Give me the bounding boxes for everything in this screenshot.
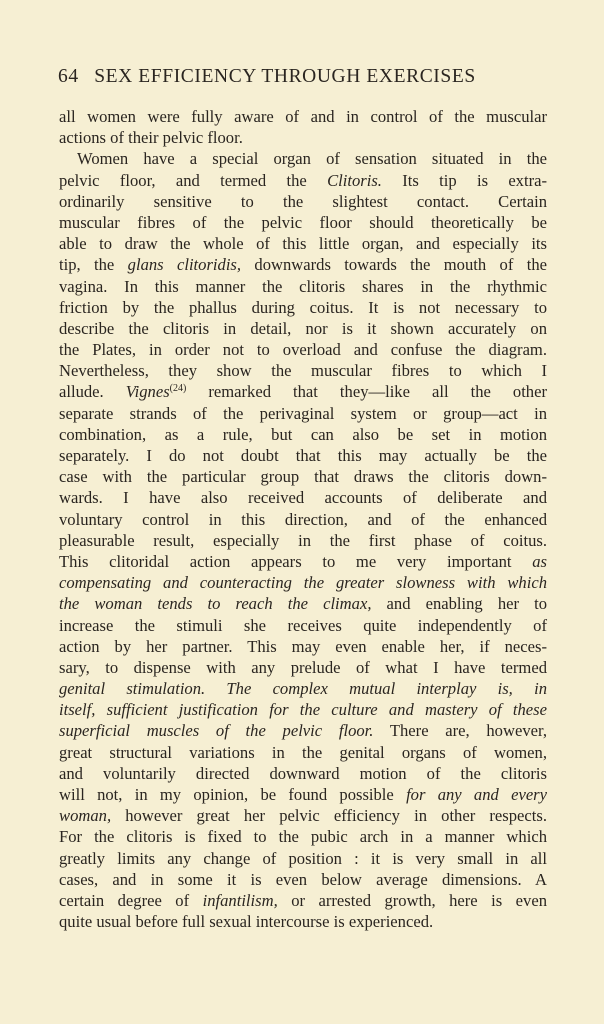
italic-text: Clitoris. xyxy=(327,170,382,190)
italic-text: glans clitoridis, xyxy=(127,255,242,275)
text-line xyxy=(59,742,547,763)
roman-text: quite usual before full sexual intercourse is experienced. xyxy=(59,912,434,932)
italic-text: the woman tends to reach the climax, xyxy=(59,594,372,614)
roman-text: remarked that they—like all the other xyxy=(186,382,547,402)
roman-text: great structural variations in the genital organs of women, xyxy=(59,742,547,762)
roman-text: downwards towards the mouth of the xyxy=(241,255,547,275)
text-line xyxy=(59,699,547,720)
text-line xyxy=(59,339,547,360)
text-line xyxy=(59,127,547,148)
text-line xyxy=(59,297,547,318)
roman-text: ordinarily sensitive to the slightest contact. Certain xyxy=(59,191,547,211)
text-line xyxy=(59,424,547,445)
text-line xyxy=(59,148,547,169)
italic-text: Vignes xyxy=(125,382,170,402)
roman-text: case with the particular group that draws the clitoris down- xyxy=(59,467,547,487)
roman-text: separately. I do not doubt that this may actually be the xyxy=(59,446,547,465)
text-line xyxy=(59,403,547,424)
roman-text: increase the stimuli she receives quite independently of xyxy=(59,615,547,635)
roman-text: Its tip is extra- xyxy=(381,170,548,190)
italic-text: woman, xyxy=(59,806,112,826)
running-title: SEX EFFICIENCY THROUGH EXERCISES xyxy=(94,66,476,87)
running-head xyxy=(58,66,548,88)
roman-text: or arrested growth, here is even xyxy=(277,890,547,910)
roman-text: vagina. In this manner the clitoris shares in the rhythmic xyxy=(59,276,547,296)
roman-text: certain degree of xyxy=(59,890,203,910)
body-text xyxy=(59,106,547,932)
roman-text: and voluntarily directed downward motion of the clitoris xyxy=(59,763,547,783)
text-line xyxy=(59,593,547,614)
text-line xyxy=(59,720,547,741)
roman-text: however great her pelvic efficiency in other respects. xyxy=(111,806,547,826)
roman-text: combination, as a rule, but can also be set in motion xyxy=(59,424,547,444)
roman-text: greatly limits any change of position : it is very small in all xyxy=(59,848,547,868)
roman-text: the Plates, in order not to overload and confuse the diagram. xyxy=(59,340,547,360)
text-line xyxy=(59,911,547,932)
text-line xyxy=(59,784,547,805)
italic-text: superficial muscles of the pelvic floor. xyxy=(59,721,374,741)
roman-text: actions of their pelvic floor. xyxy=(59,128,243,148)
roman-text: sary, to dispense with any prelude of what I have termed xyxy=(59,657,547,677)
italic-text: as xyxy=(532,551,547,571)
italic-text: genital stimulation. The complex mutual interplay is, in xyxy=(59,679,547,699)
text-line xyxy=(59,572,547,593)
text-line xyxy=(59,530,547,551)
text-line xyxy=(59,170,547,191)
text-line xyxy=(59,805,547,826)
text-line xyxy=(59,509,547,530)
italic-text: compensating and counteracting the greater slowness with which xyxy=(59,573,547,593)
roman-text: For the clitoris is fixed to the pubic arch in a manner which xyxy=(59,827,547,847)
text-line xyxy=(59,763,547,784)
roman-text: pleasurable result, especially in the first phase of coitus. xyxy=(59,530,547,550)
text-line xyxy=(59,869,547,890)
text-line xyxy=(59,360,547,381)
roman-text: This clitoridal action appears to me very important xyxy=(59,551,533,571)
roman-text: all women were fully aware of and in control of the muscular xyxy=(59,107,547,126)
roman-text: friction by the phallus during coitus. It is not necessary to xyxy=(59,297,547,317)
roman-text: tip, the xyxy=(59,255,128,275)
text-line xyxy=(59,212,547,233)
roman-text: able to draw the whole of this little organ, and especially its xyxy=(59,234,547,254)
roman-text: Nevertheless, they show the muscular fibres to which I xyxy=(59,361,547,381)
roman-text: voluntary control in this direction, and of the enhanced xyxy=(59,509,547,529)
roman-text: action by her partner. This may even enable her, if neces- xyxy=(59,636,547,656)
roman-text: cases, and in some it is even below average dimensions. A xyxy=(59,869,547,889)
text-line xyxy=(59,636,547,657)
text-line xyxy=(59,826,547,847)
text-line xyxy=(59,551,547,572)
roman-text: describe the clitoris in detail, nor is it shown accurately on xyxy=(59,318,547,338)
roman-text: will not, in my opinion, be found possible xyxy=(59,785,407,804)
roman-text: wards. I have also received accounts of deliberate and xyxy=(59,488,547,508)
roman-text: There are, however, xyxy=(373,721,547,741)
text-line xyxy=(59,848,547,869)
text-line xyxy=(59,318,547,339)
roman-text: muscular fibres of the pelvic floor should theoretically be xyxy=(59,212,547,232)
roman-text: separate strands of the perivaginal system or group—act in xyxy=(59,403,547,423)
text-line xyxy=(59,276,547,297)
text-line xyxy=(59,106,547,127)
text-line xyxy=(59,487,547,508)
reference-superscript: (24) xyxy=(169,383,187,395)
text-line xyxy=(59,466,547,487)
roman-text: and enabling her to xyxy=(371,594,547,614)
text-line xyxy=(59,445,547,466)
italic-text: infantilism, xyxy=(202,890,278,910)
text-line xyxy=(59,615,547,636)
roman-text: pelvic floor, and termed the xyxy=(59,170,328,190)
italic-text: itself, sufficient justification for the culture and mastery of these xyxy=(59,700,547,720)
roman-text: Women have a special organ of sensation situated in the xyxy=(77,149,547,169)
text-line xyxy=(59,381,547,402)
text-line xyxy=(59,657,547,678)
text-line xyxy=(59,233,547,254)
page-number: 64 xyxy=(58,66,79,87)
text-line xyxy=(59,890,547,911)
roman-text: allude. xyxy=(59,382,126,402)
text-line xyxy=(59,191,547,212)
text-line xyxy=(59,254,547,275)
text-line xyxy=(59,678,547,699)
italic-text: for any and every xyxy=(406,785,548,804)
